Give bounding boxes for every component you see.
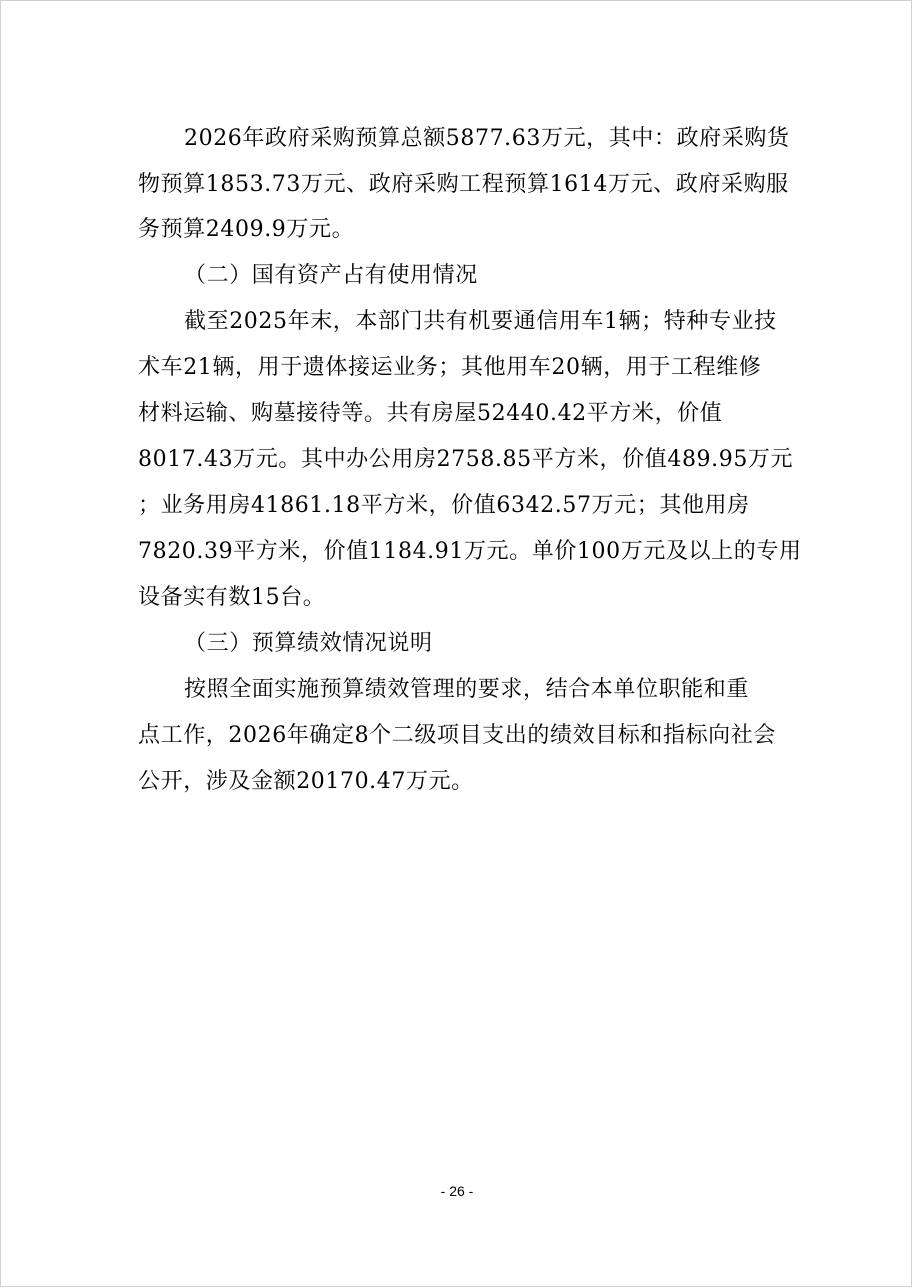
paragraph-assets-line-4: 8017.43万元。其中办公用房2758.85平方米，价值489.95万元: [138, 447, 794, 472]
paragraph-performance-line-1: 按照全面实施预算绩效管理的要求，结合本单位职能和重: [184, 677, 750, 702]
paragraph-procurement-line-1: 2026年政府采购预算总额5877.63万元，其中：政府采购货: [184, 126, 790, 151]
paragraph-performance-line-2: 点工作，2026年确定8个二级项目支出的绩效目标和指标向社会: [138, 723, 776, 748]
paragraph-assets-line-2: 术车21辆，用于遗体接运业务；其他用车20辆，用于工程维修: [138, 355, 762, 380]
paragraph-assets-line-6: 7820.39平方米，价值1184.91万元。单价100万元及以上的专用: [138, 539, 802, 564]
paragraph-assets-line-5: ；业务用房41861.18平方米，价值6342.57万元；其他用房: [138, 493, 750, 518]
paragraph-assets-line-7: 设备实有数15台。: [138, 585, 326, 610]
paragraph-procurement-line-3: 务预算2409.9万元。: [138, 217, 355, 242]
paragraph-assets-line-3: 材料运输、购墓接待等。共有房屋52440.42平方米，价值: [138, 401, 723, 426]
section-heading-performance: （三）预算绩效情况说明: [184, 631, 433, 656]
page-number: - 26 -: [440, 1183, 474, 1199]
paragraph-performance-line-3: 公开，涉及金额20170.47万元。: [138, 769, 474, 794]
section-heading-assets: （二）国有资产占有使用情况: [184, 263, 478, 288]
paragraph-procurement-line-2: 物预算1853.73万元、政府采购工程预算1614万元、政府采购服: [138, 172, 789, 197]
paragraph-assets-line-1: 截至2025年末，本部门共有机要通信用车1辆；特种专业技: [184, 309, 777, 334]
